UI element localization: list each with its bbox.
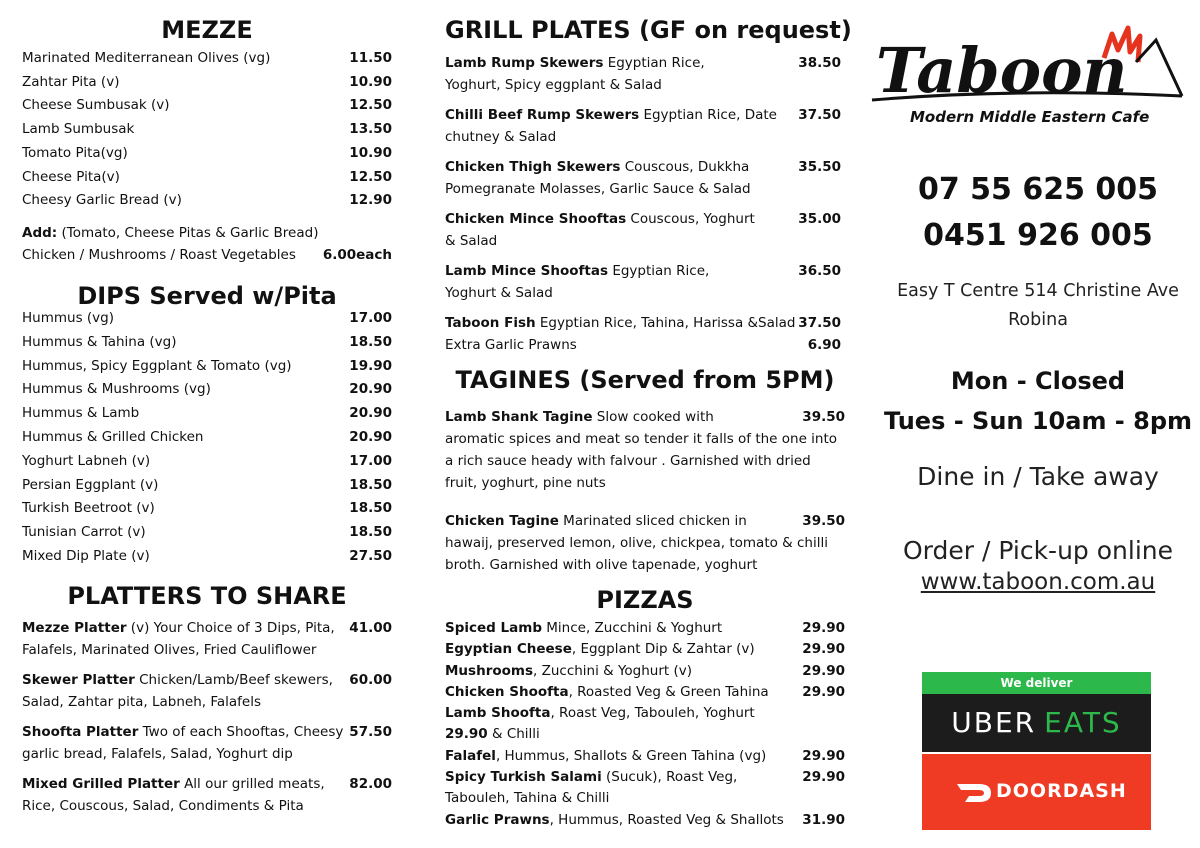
grill-item-desc: Yoghurt & Salad <box>445 285 553 301</box>
grill-item-name: Chilli Beef Rump Skewers <box>445 107 640 123</box>
grill-item-desc: Egyptian Rice, <box>603 55 705 71</box>
mezze-item-price: 10.90 <box>349 144 392 161</box>
tagine-item-desc: a rich sauce heady with falvour . Garnished with dried <box>445 453 811 469</box>
fish-name: Taboon Fish <box>445 315 536 331</box>
platters-heading: PLATTERS TO SHARE <box>67 582 347 610</box>
phone-number-1: 07 55 625 005 <box>917 172 1159 207</box>
grill-item-price: 38.50 <box>798 55 841 71</box>
platter-item-desc: Chicken/Lamb/Beef skewers, <box>134 672 333 688</box>
mezze-item-price: 13.50 <box>349 121 392 138</box>
logo-text: Taboon <box>876 34 1128 107</box>
mezze-item-name: Cheese Sumbusak (v) <box>22 97 170 114</box>
doordash-icon <box>955 778 995 806</box>
pizza-item-desc: , Roast Veg, Tabouleh, Yoghurt <box>550 705 755 722</box>
dip-item-price: 19.90 <box>349 357 392 374</box>
tagine-item-desc: fruit, yoghurt, pine nuts <box>445 475 606 491</box>
dip-item-price: 27.50 <box>349 548 392 564</box>
pizza-item-name: Mushrooms <box>445 662 534 679</box>
pizza-item-desc: , Eggplant Dip & Zahtar (v) <box>571 641 755 658</box>
dip-item-name: Persian Eggplant (v) <box>22 476 159 493</box>
platter-item-desc: Salad, Zahtar pita, Labneh, Falafels <box>22 694 261 710</box>
platter-item-price: 60.00 <box>349 672 392 688</box>
platter-item-name: Mezze Platter <box>22 620 127 636</box>
pizza-item <box>445 618 845 639</box>
pizza-item <box>445 703 845 746</box>
grill-item-price: 35.00 <box>798 211 841 227</box>
dip-item-price: 20.90 <box>349 405 392 422</box>
platter-item <box>22 669 392 713</box>
taboon-fish <box>445 312 845 356</box>
grill-item-desc: chutney & Salad <box>445 129 557 145</box>
fish-price: 37.50 <box>798 315 841 331</box>
grill-item-desc: Egyptian Rice, Date <box>639 107 777 123</box>
platter-item-name: Shoofta Platter <box>22 724 139 740</box>
dip-item-name: Mixed Dip Plate (v) <box>22 548 150 564</box>
dip-item-name: Hummus & Lamb <box>22 405 140 422</box>
tagine-item-desc: Slow cooked with <box>592 409 714 425</box>
add-line2: Chicken / Mushrooms / Roast Vegetables <box>22 247 296 263</box>
grill-item <box>445 260 845 304</box>
dip-item-price: 17.00 <box>349 452 392 469</box>
doordash-badge[interactable] <box>922 754 1151 830</box>
dip-item-price: 18.50 <box>349 333 392 350</box>
pizza-item-price: 29.90 <box>802 769 845 786</box>
pizza-item-price: 29.90 <box>802 662 845 679</box>
taboon-logo <box>866 22 1186 132</box>
mezze-add <box>22 222 392 266</box>
platter-item-price: 57.50 <box>349 724 392 740</box>
pizza-item <box>445 682 845 703</box>
grill-heading: GRILL PLATES (GF on request) <box>445 16 852 44</box>
tagine-item <box>445 510 845 576</box>
mezze-item-name: Zahtar Pita (v) <box>22 73 120 90</box>
pizza-item-desc: Tabouleh, Tahina & Chilli <box>445 790 610 807</box>
grill-item-name: Lamb Mince Shooftas <box>445 263 609 279</box>
grill-item-name: Chicken Mince Shooftas <box>445 211 627 227</box>
pizza-item <box>445 661 845 682</box>
platter-item-desc: Falafels, Marinated Olives, Fried Cauliflower <box>22 642 317 658</box>
add-label: Add: <box>22 225 58 241</box>
platter-item-name: Mixed Grilled Platter <box>22 776 180 792</box>
mezze-item-name: Cheesy Garlic Bread (v) <box>22 192 182 209</box>
dip-item-price: 18.50 <box>349 476 392 493</box>
dip-item-name: Yoghurt Labneh (v) <box>22 452 151 469</box>
grill-item <box>445 104 845 148</box>
uber-strip-text: We deliver <box>922 672 1151 694</box>
pizza-item <box>445 810 845 831</box>
pizza-item <box>445 767 845 810</box>
platter-item-desc: Two of each Shooftas, Cheesy <box>138 724 344 740</box>
uber-eats-badge[interactable] <box>922 672 1151 752</box>
tagines-heading: TAGINES (Served from 5PM) <box>455 366 835 394</box>
pizza-item-name: Spiced Lamb <box>445 620 542 636</box>
pizza-item-name: Falafel <box>445 747 496 764</box>
grill-item-desc: Pomegranate Molasses, Garlic Sauce & Salad <box>445 181 751 197</box>
tagine-item-price: 39.50 <box>802 409 845 425</box>
platter-item <box>22 773 392 817</box>
pizza-item-name: Garlic Prawns <box>445 811 550 828</box>
mezze-item-price: 11.50 <box>349 50 392 66</box>
dip-item-price: 20.90 <box>349 381 392 398</box>
platter-item-price: 82.00 <box>349 776 392 792</box>
dip-item-price: 18.50 <box>349 500 392 517</box>
dip-item-name: Hummus & Grilled Chicken <box>22 429 204 445</box>
pizza-item-desc: , Hummus, Roasted Veg & Shallots <box>549 811 784 828</box>
tagine-item <box>445 406 845 494</box>
pizza-item-name: Egyptian Cheese <box>445 641 572 658</box>
grill-item-desc: Yoghurt, Spicy eggplant & Salad <box>445 77 662 93</box>
doordash-word: DOORDASH <box>996 780 1127 802</box>
platter-item-name: Skewer Platter <box>22 672 135 688</box>
tagine-item-desc: broth. Garnished with olive tapenade, yoghurt <box>445 557 758 573</box>
eats-word: EATS <box>1044 706 1122 739</box>
mezze-item-name: Marinated Mediterranean Olives (vg) <box>22 50 271 66</box>
mezze-item-price: 12.50 <box>349 97 392 114</box>
tagine-item-desc: hawaij, preserved lemon, olive, chickpea, tomato & chilli <box>445 535 828 551</box>
dip-item-name: Hummus & Mushrooms (vg) <box>22 381 211 398</box>
grill-item-name: Lamb Rump Skewers <box>445 55 604 71</box>
dip-item-name: Tunisian Carrot (v) <box>22 524 146 541</box>
dip-item-name: Hummus & Tahina (vg) <box>22 333 177 350</box>
grill-item <box>445 208 845 252</box>
grill-item-price: 36.50 <box>798 263 841 279</box>
pizza-item-price: 29.90 <box>802 747 845 764</box>
tagine-item-desc: Marinated sliced chicken in <box>558 513 747 529</box>
platter-item-desc: All our grilled meats, <box>179 776 325 792</box>
uber-word: UBER <box>951 706 1037 739</box>
pizza-item <box>445 639 845 660</box>
pizza-item-desc: , Zucchini & Yoghurt (v) <box>533 662 693 679</box>
mezze-item-price: 10.90 <box>349 73 392 90</box>
platter-item <box>22 617 392 661</box>
pizza-item <box>445 746 845 767</box>
dip-item-price: 20.90 <box>349 429 392 445</box>
tagine-item-desc: aromatic spices and meat so tender it falls of the one into <box>445 431 838 447</box>
pizza-item-price: 29.90 <box>445 726 488 743</box>
add-text: (Tomato, Cheese Pitas & Garlic Bread) <box>57 225 319 241</box>
mezze-item-name: Tomato Pita(vg) <box>22 144 128 161</box>
phone-number-2: 0451 926 005 <box>923 218 1153 253</box>
order-online-text: Order / Pick-up online <box>903 536 1173 565</box>
pizza-item-name: Lamb Shoofta <box>445 705 551 722</box>
platter-item-desc: garlic bread, Falafels, Salad, Yoghurt dip <box>22 746 293 762</box>
tagine-item-name: Lamb Shank Tagine <box>445 409 593 425</box>
platter-item-desc: Rice, Couscous, Salad, Condiments & Pita <box>22 798 304 814</box>
dip-item-price: 17.00 <box>349 310 392 326</box>
fish-desc: Egyptian Rice, Tahina, Harissa &Salad <box>535 315 796 331</box>
tagine-item-name: Chicken Tagine <box>445 513 559 529</box>
extra-name: Extra Garlic Prawns <box>445 337 577 353</box>
pizza-item-price: 29.90 <box>802 683 845 700</box>
mezze-item-price: 12.50 <box>349 168 392 185</box>
grill-item-desc: Egyptian Rice, <box>608 263 710 279</box>
add-price: 6.00each <box>322 247 392 263</box>
mezze-heading: MEZZE <box>161 16 253 44</box>
address-line-2: Robina <box>1008 310 1068 330</box>
grill-item <box>445 52 845 96</box>
platter-item-price: 41.00 <box>349 620 392 636</box>
pizza-item-desc: (Sucuk), Roast Veg, <box>601 769 738 786</box>
platter-item <box>22 721 392 765</box>
pizza-item-name: Spicy Turkish Salami <box>445 769 602 786</box>
hours-line-1: Mon - Closed <box>950 367 1126 395</box>
grill-item-desc: Couscous, Dukkha <box>620 159 750 175</box>
website-link[interactable]: www.taboon.com.au <box>920 569 1156 595</box>
pizzas-heading: PIZZAS <box>596 586 694 614</box>
dip-item-name: Hummus (vg) <box>22 310 114 326</box>
pizza-item-price: 29.90 <box>802 620 845 636</box>
grill-item-desc: Couscous, Yoghurt <box>626 211 755 227</box>
pizza-item-price: 31.90 <box>802 811 845 828</box>
dine-in-text: Dine in / Take away <box>917 462 1159 491</box>
hours-line-2: Tues - Sun 10am - 8pm <box>883 407 1193 435</box>
dip-item-name: Hummus, Spicy Eggplant & Tomato (vg) <box>22 357 292 374</box>
mezze-item-name: Lamb Sumbusak <box>22 121 135 138</box>
extra-price: 6.90 <box>807 337 841 353</box>
platter-item-desc: (v) Your Choice of 3 Dips, Pita, <box>126 620 335 636</box>
mezze-item-price: 12.90 <box>349 192 392 209</box>
pizza-item-desc: , Roasted Veg & Green Tahina <box>568 683 769 700</box>
dip-item-name: Turkish Beetroot (v) <box>22 500 155 517</box>
grill-item-desc: & Salad <box>445 233 498 249</box>
mezze-item-name: Cheese Pita(v) <box>22 168 120 185</box>
tagine-item-price: 39.50 <box>802 513 845 529</box>
pizza-item-desc: , Hummus, Shallots & Green Tahina (vg) <box>495 747 767 764</box>
uber-eats-logo <box>922 694 1151 752</box>
pizza-item-price: 29.90 <box>802 641 845 658</box>
logo-tagline: Modern Middle Eastern Cafe <box>910 108 1150 126</box>
dips-heading: DIPS Served w/Pita <box>77 282 337 310</box>
dip-item-price: 18.50 <box>349 524 392 541</box>
pizza-item-desc: & Chilli <box>487 726 540 743</box>
pizza-item-desc: Mince, Zucchini & Yoghurt <box>541 620 723 636</box>
grill-item <box>445 156 845 200</box>
address-line-1: Easy T Centre 514 Christine Ave <box>897 281 1179 301</box>
grill-item-name: Chicken Thigh Skewers <box>445 159 621 175</box>
grill-item-price: 37.50 <box>798 107 841 123</box>
grill-item-price: 35.50 <box>798 159 841 175</box>
pizza-item-name: Chicken Shoofta <box>445 683 569 700</box>
